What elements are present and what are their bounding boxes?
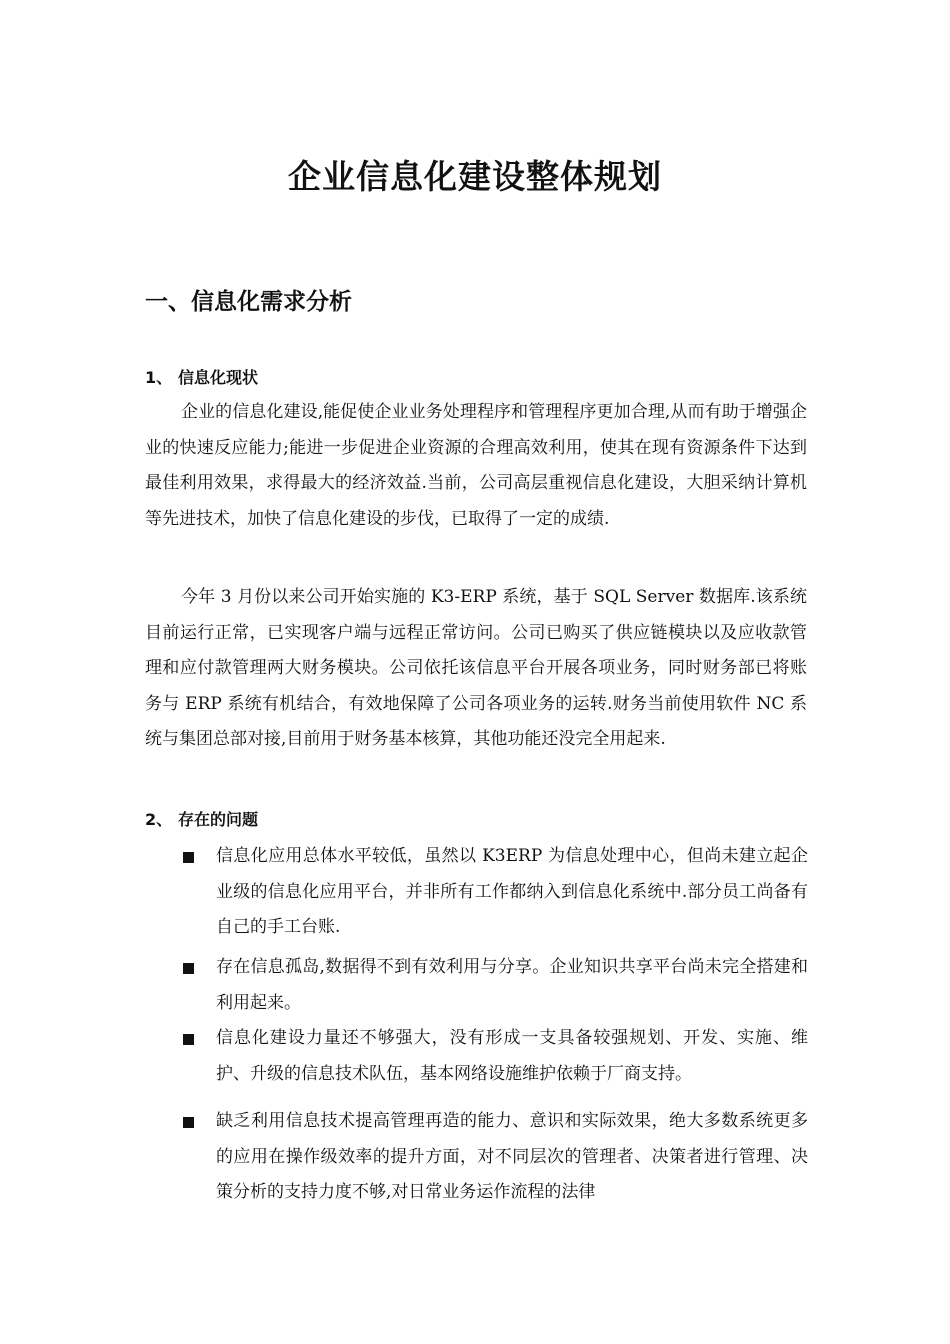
subsection-number: 2、 [145, 810, 173, 829]
problem-list-item [183, 950, 808, 1021]
subsection-heading-current-status [145, 366, 258, 390]
subsection-heading-existing-problems [145, 808, 258, 832]
problem-text: 存在信息孤岛,数据得不到有效利用与分享。企业知识共享平台尚未完全搭建和利用起来。 [216, 957, 808, 1013]
subsection-title: 存在的问题 [178, 810, 259, 829]
paragraph-current-status-1: 企业的信息化建设,能促使企业业务处理程序和管理程序更加合理,从而有助于增强企业的快速反应能力;能进一步促进企业资源的合理高效利用，使其在现有资源条件下达到最佳利用效果，求得最大的经济效益.当前，公司高层重视信息化建设，大胆采纳计算机等先进技术，加快了信息化建设的步伐，已取得了一定的成绩. [145, 402, 807, 529]
paragraph-current-status-2: 今年 3 月份以来公司开始实施的 K3-ERP 系统，基于 SQL Server 数据库.该系统目前运行正常，已实现客户端与远程正常访问。公司已购买了供应链模块以及应收款管理和应付款管理两大财务模块。公司依托该信息平台开展各项业务，同时财务部已将账务与 ERP 系统有机结合，有效地保障了公司各项业务的运转.财务当前使用软件 NC 系统与集团总部对接,目前用于财务基本核算，其他功能还没完全用起来. [145, 587, 807, 749]
problem-text: 信息化应用总体水平较低，虽然以 K3ERP 为信息处理中心，但尚未建立起企业级的信息化应用平台，并非所有工作都纳入到信息化系统中.部分员工尚备有自己的手工台账. [216, 846, 808, 937]
problem-text: 缺乏利用信息技术提高管理再造的能力、意识和实际效果，绝大多数系统更多的应用在操作级效率的提升方面，对不同层次的管理者、决策者进行管理、决策分析的支持力度不够,对日常业务运作流程的法律 [216, 1111, 808, 1202]
subsection-title: 信息化现状 [178, 368, 259, 387]
square-bullet-icon [183, 852, 194, 863]
square-bullet-icon [183, 1117, 194, 1128]
document-title: 企业信息化建设整体规划 [288, 157, 662, 196]
problem-text: 信息化建设力量还不够强大，没有形成一支具备较强规划、开发、实施、维护、升级的信息技术队伍，基本网络设施维护依赖于厂商支持。 [216, 1028, 808, 1084]
problem-list-item [183, 839, 808, 946]
subsection-number: 1、 [145, 368, 173, 387]
problem-list-item [183, 1021, 808, 1092]
section-heading-requirements-analysis: 一、信息化需求分析 [145, 289, 352, 315]
square-bullet-icon [183, 963, 194, 974]
problem-list-item [183, 1104, 808, 1211]
square-bullet-icon [183, 1034, 194, 1045]
